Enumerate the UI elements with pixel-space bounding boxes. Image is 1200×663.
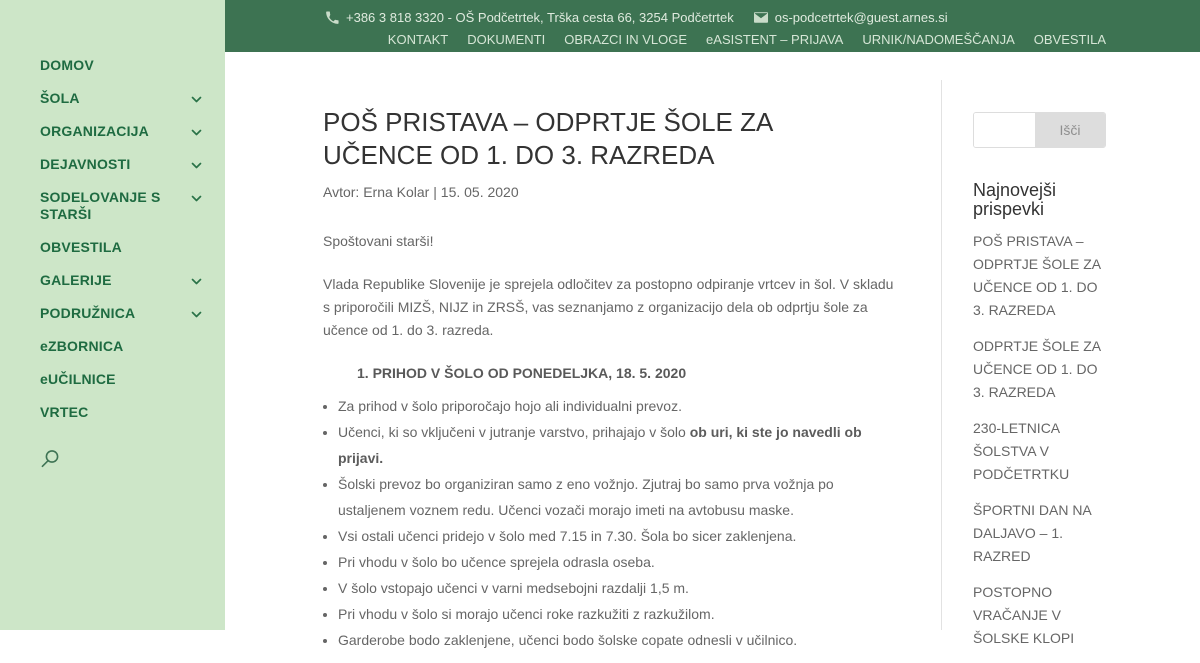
sidebar-item-label: eUČILNICE (40, 371, 116, 387)
content-sidebar-divider (941, 80, 942, 630)
sidebar-item-vrtec[interactable] (40, 396, 205, 429)
search-form (973, 112, 1106, 148)
paragraph-greeting: Spoštovani starši! (323, 233, 434, 249)
page-title-line1: POŠ PRISTAVA – ODPRTJE ŠOLE ZA (323, 107, 774, 137)
sidebar-item-ezbornica[interactable] (40, 330, 205, 363)
phone-address-text[interactable]: +386 3 818 3320 - OŠ Podčetrtek, Trška cesta 66, 3254 Podčetrtek (346, 10, 734, 25)
chevron-down-icon[interactable] (190, 275, 203, 288)
sidebar-item-label: PODRUŽNICA (40, 305, 136, 321)
sidebar-item-galerije[interactable] (40, 264, 205, 297)
bold-text: ob uri, ki ste jo navedli ob prijavi. (338, 424, 862, 466)
sidebar-item-organizacija[interactable] (40, 115, 205, 148)
instructions-list (323, 393, 898, 653)
sidebar-item-label: eZBORNICA (40, 338, 124, 354)
post-article (323, 106, 898, 653)
list-item (973, 499, 1106, 568)
list-item: • Garderobe bodo zaklenjene, učenci bodo šolske copate odnesli v učilnico. (338, 627, 898, 653)
sidebar-item-sola[interactable] (40, 82, 205, 115)
nav-kontakt[interactable]: KONTAKT (387, 31, 449, 47)
chevron-down-icon[interactable] (190, 192, 203, 205)
recent-post-link[interactable]: ŠPORTNI DAN NA DALJAVO – 1. RAZRED (973, 502, 1091, 564)
nav-dokumenti[interactable]: DOKUMENTI (467, 31, 546, 47)
recent-post-link[interactable]: POŠ PRISTAVA – ODPRTJE ŠOLE ZA UČENCE OD 1. DO 3. RAZREDA (973, 233, 1101, 318)
list-item: • Za prihod v šolo priporočajo hojo ali individualni prevoz. (338, 393, 898, 419)
list-item (973, 230, 1106, 322)
email-link[interactable]: os-podcetrtek@guest.arnes.si (774, 10, 948, 25)
chevron-down-icon[interactable] (190, 159, 203, 172)
search-icon[interactable] (39, 448, 61, 470)
list-item: • V šolo vstopajo učenci v varni medsebojni razdalji 1,5 m. (338, 575, 898, 601)
left-sidebar (0, 0, 225, 630)
recent-post-link[interactable]: 230-LETNICA ŠOLSTVA V PODČETRTKU (973, 420, 1070, 482)
envelope-icon (754, 11, 768, 25)
list-item (973, 581, 1106, 650)
page-title-line2: UČENCE OD 1. DO 3. RAZREDA (323, 140, 715, 170)
nav-obvestila[interactable]: OBVESTILA (1033, 31, 1106, 47)
sidebar-item-label: ŠOLA (40, 90, 80, 106)
sidebar-menu (0, 0, 225, 429)
chevron-down-icon[interactable] (190, 93, 203, 106)
sidebar-item-label: DOMOV (40, 57, 94, 73)
search-button[interactable]: Išči (1035, 113, 1105, 147)
author-link[interactable]: Erna Kolar (363, 184, 430, 200)
chevron-down-icon[interactable] (190, 126, 203, 139)
list-item: • Šolski prevoz bo organiziran samo z eno vožnjo. Zjutraj bo samo prva vožnja po ustaljenem voznem redu. Učenci vozači morajo imeti na avtobusu maske. (338, 471, 898, 523)
search-input[interactable] (974, 113, 1035, 147)
sidebar-item-label: DEJAVNOSTI (40, 156, 131, 172)
secondary-nav (325, 29, 1106, 49)
sidebar-item-label: GALERIJE (40, 272, 112, 288)
list-item: • Pri vhodu v šolo bo učence sprejela odrasla oseba. (338, 549, 898, 575)
author-label: Avtor: (323, 184, 364, 200)
list-item: • Vsi ostali učenci pridejo v šolo med 7.15 in 7.30. Šola bo sicer zaklenjena. (338, 523, 898, 549)
main-content-area (225, 52, 1200, 648)
list-item (973, 335, 1106, 404)
sidebar-item-label: SODELOVANJE S STARŠI (40, 189, 161, 222)
recent-post-link[interactable]: POSTOPNO VRAČANJE V ŠOLSKE KLOPI (973, 584, 1075, 646)
top-header-bar (225, 0, 1200, 52)
recent-posts-list (973, 230, 1106, 650)
sidebar-item-label: VRTEC (40, 404, 89, 420)
list-item: • Pri vhodu v šolo si morajo učenci roke razkužiti z razkužilom. (338, 601, 898, 627)
sidebar-item-domov[interactable] (40, 49, 205, 82)
sidebar-item-label: OBVESTILA (40, 239, 122, 255)
nav-obrazci-in-vloge[interactable]: OBRAZCI IN VLOGE (564, 31, 688, 47)
meta-separator: | (429, 184, 441, 200)
list-item: • Učenci, ki so vključeni v jutranje varstvo, prihajajo v šolo ob uri, ki ste jo navedli ob prijavi. (338, 419, 898, 471)
list-item (973, 417, 1106, 486)
paragraph-intro: Vlada Republike Slovenije je sprejela odločitev za postopno odpiranje vrtcev in šol. V skladu s priporočili MIZŠ, NIJZ in ZRSŠ, vas seznanjamo z organizacijo dela ob odprtju šole za učence od 1. do 3. razreda. (323, 276, 894, 338)
post-date: 15. 05. 2020 (440, 184, 519, 200)
phone-icon (325, 11, 339, 25)
sidebar-item-podruznica[interactable] (40, 297, 205, 330)
contact-info-row (325, 8, 1106, 27)
sidebar-item-dejavnosti[interactable] (40, 148, 205, 181)
post-meta (323, 181, 898, 204)
nav-urnik-nadomescanja[interactable]: URNIK/NADOMEŠČANJA (862, 31, 1015, 47)
sidebar-item-sodelovanje-s-starsi[interactable] (40, 181, 205, 231)
sidebar-item-label: ORGANIZACIJA (40, 123, 149, 139)
page-title (323, 106, 898, 172)
sidebar-item-obvestila[interactable] (40, 231, 205, 264)
chevron-down-icon[interactable] (190, 308, 203, 321)
right-sidebar (973, 112, 1106, 663)
recent-post-link[interactable]: ODPRTJE ŠOLE ZA UČENCE OD 1. DO 3. RAZREDA (973, 338, 1101, 400)
sidebar-item-eucilnice[interactable] (40, 363, 205, 396)
recent-posts-heading: Najnovejši prispevki (973, 180, 1057, 219)
numbered-section-heading: 1. PRIHOD V ŠOLO OD PONEDELJKA, 18. 5. 2020 (357, 365, 687, 381)
nav-easistent-prijava[interactable]: eASISTENT – PRIJAVA (706, 31, 844, 47)
